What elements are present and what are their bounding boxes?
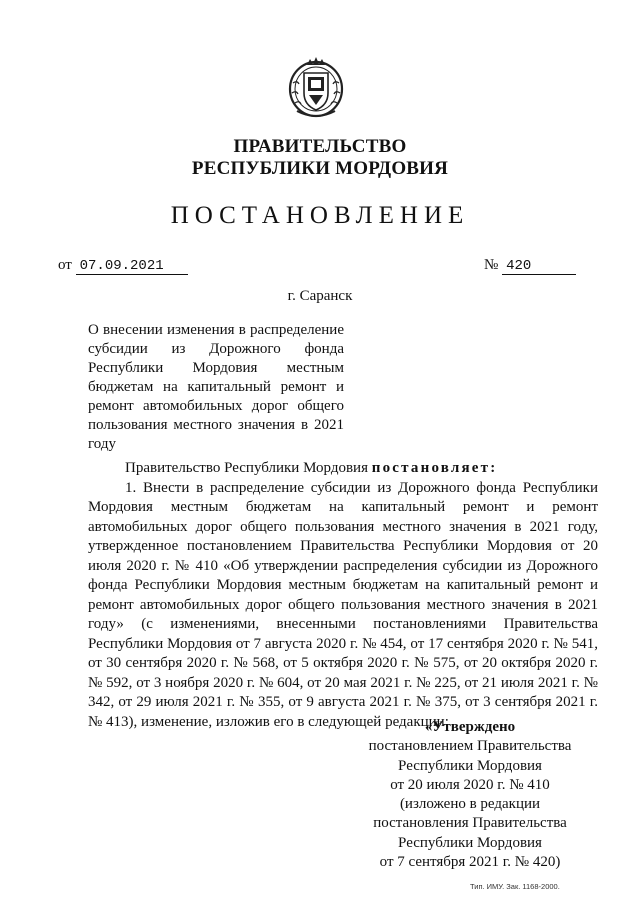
approval-line: Республики Мордовия [398,757,542,774]
decree-word: постановляет: [371,460,498,476]
document-body [88,459,598,732]
paragraph-1: 1. Внести в распределение субсидии из Дорожного фонда Республики Мордовия местным бюджетам на капитальный ремонт и ремонт автомобильных дорог общего пользования местного значения в 2021 году, утвержденное постановлением Правительства Республики Мордовия от 20 июля 2020 г. № 410 «Об утверждении распределения субсидии из Дорожного фонда Республики Мордовия местным бюджетам на капитальный ремонт и ремонт автомобильных дорог общего пользования местного значения в 2021 году» (с изменениями, внесенными постановлениями Правительства Республики Мордовия от 7 августа 2020 г. № 454, от 17 сентября 2020 г. № 541, от 30 сентября 2020 г. № 568, от 5 октября 2020 г. № 575, от 20 октября 2020 г. № 592, от 3 ноября 2020 г. № 604, от 20 мая 2021 г. № 225, от 21 июля 2021 г. № 342, от 29 июля 2021 г. № 355, от 9 августа 2021 г. № 375, от 3 сентября 2021 г. № 413), изменение, изложив его в следующей редакции: [88,479,598,730]
intro-text: Правительство Республики Мордовия [125,460,372,476]
approval-heading: «Утверждено [424,719,516,735]
number-prefix: № [484,257,499,273]
intro-paragraph [88,459,598,479]
number-value: 420 [502,258,576,275]
date-prefix: от [58,257,72,273]
approval-line: (изложено в редакции [399,796,541,813]
city-name: г. Саранск [287,288,353,304]
document-subject: О внесении изменения в распределение субсидии из Дорожного фонда Республики Мордовия местным бюджетам на капитальный ремонт и ремонт автомобильных дорог общего пользования местного значения в 2021 году [88,322,344,452]
organization-name-line2: РЕСПУБЛИКИ МОРДОВИЯ [191,158,449,179]
approval-line: от 7 сентября 2021 г. № 420) [379,854,561,871]
approval-line: постановлением Правительства [368,738,572,755]
printing-note: Тип. ИМУ. Зак. 1168-2000. [470,882,560,891]
approval-line: от 20 июля 2020 г. № 410 [390,776,550,793]
organization-name-line1: ПРАВИТЕЛЬСТВО [233,136,407,157]
document-date [58,257,188,275]
coat-of-arms-icon [287,55,345,119]
date-value: 07.09.2021 [76,258,188,275]
approval-stamp-block [340,718,600,872]
document-type-title: ПОСТАНОВЛЕНИЕ [170,202,470,229]
approval-line: постановления Правительства [373,815,567,832]
approval-line: Республики Мордовия [398,834,542,851]
document-number [484,257,576,275]
